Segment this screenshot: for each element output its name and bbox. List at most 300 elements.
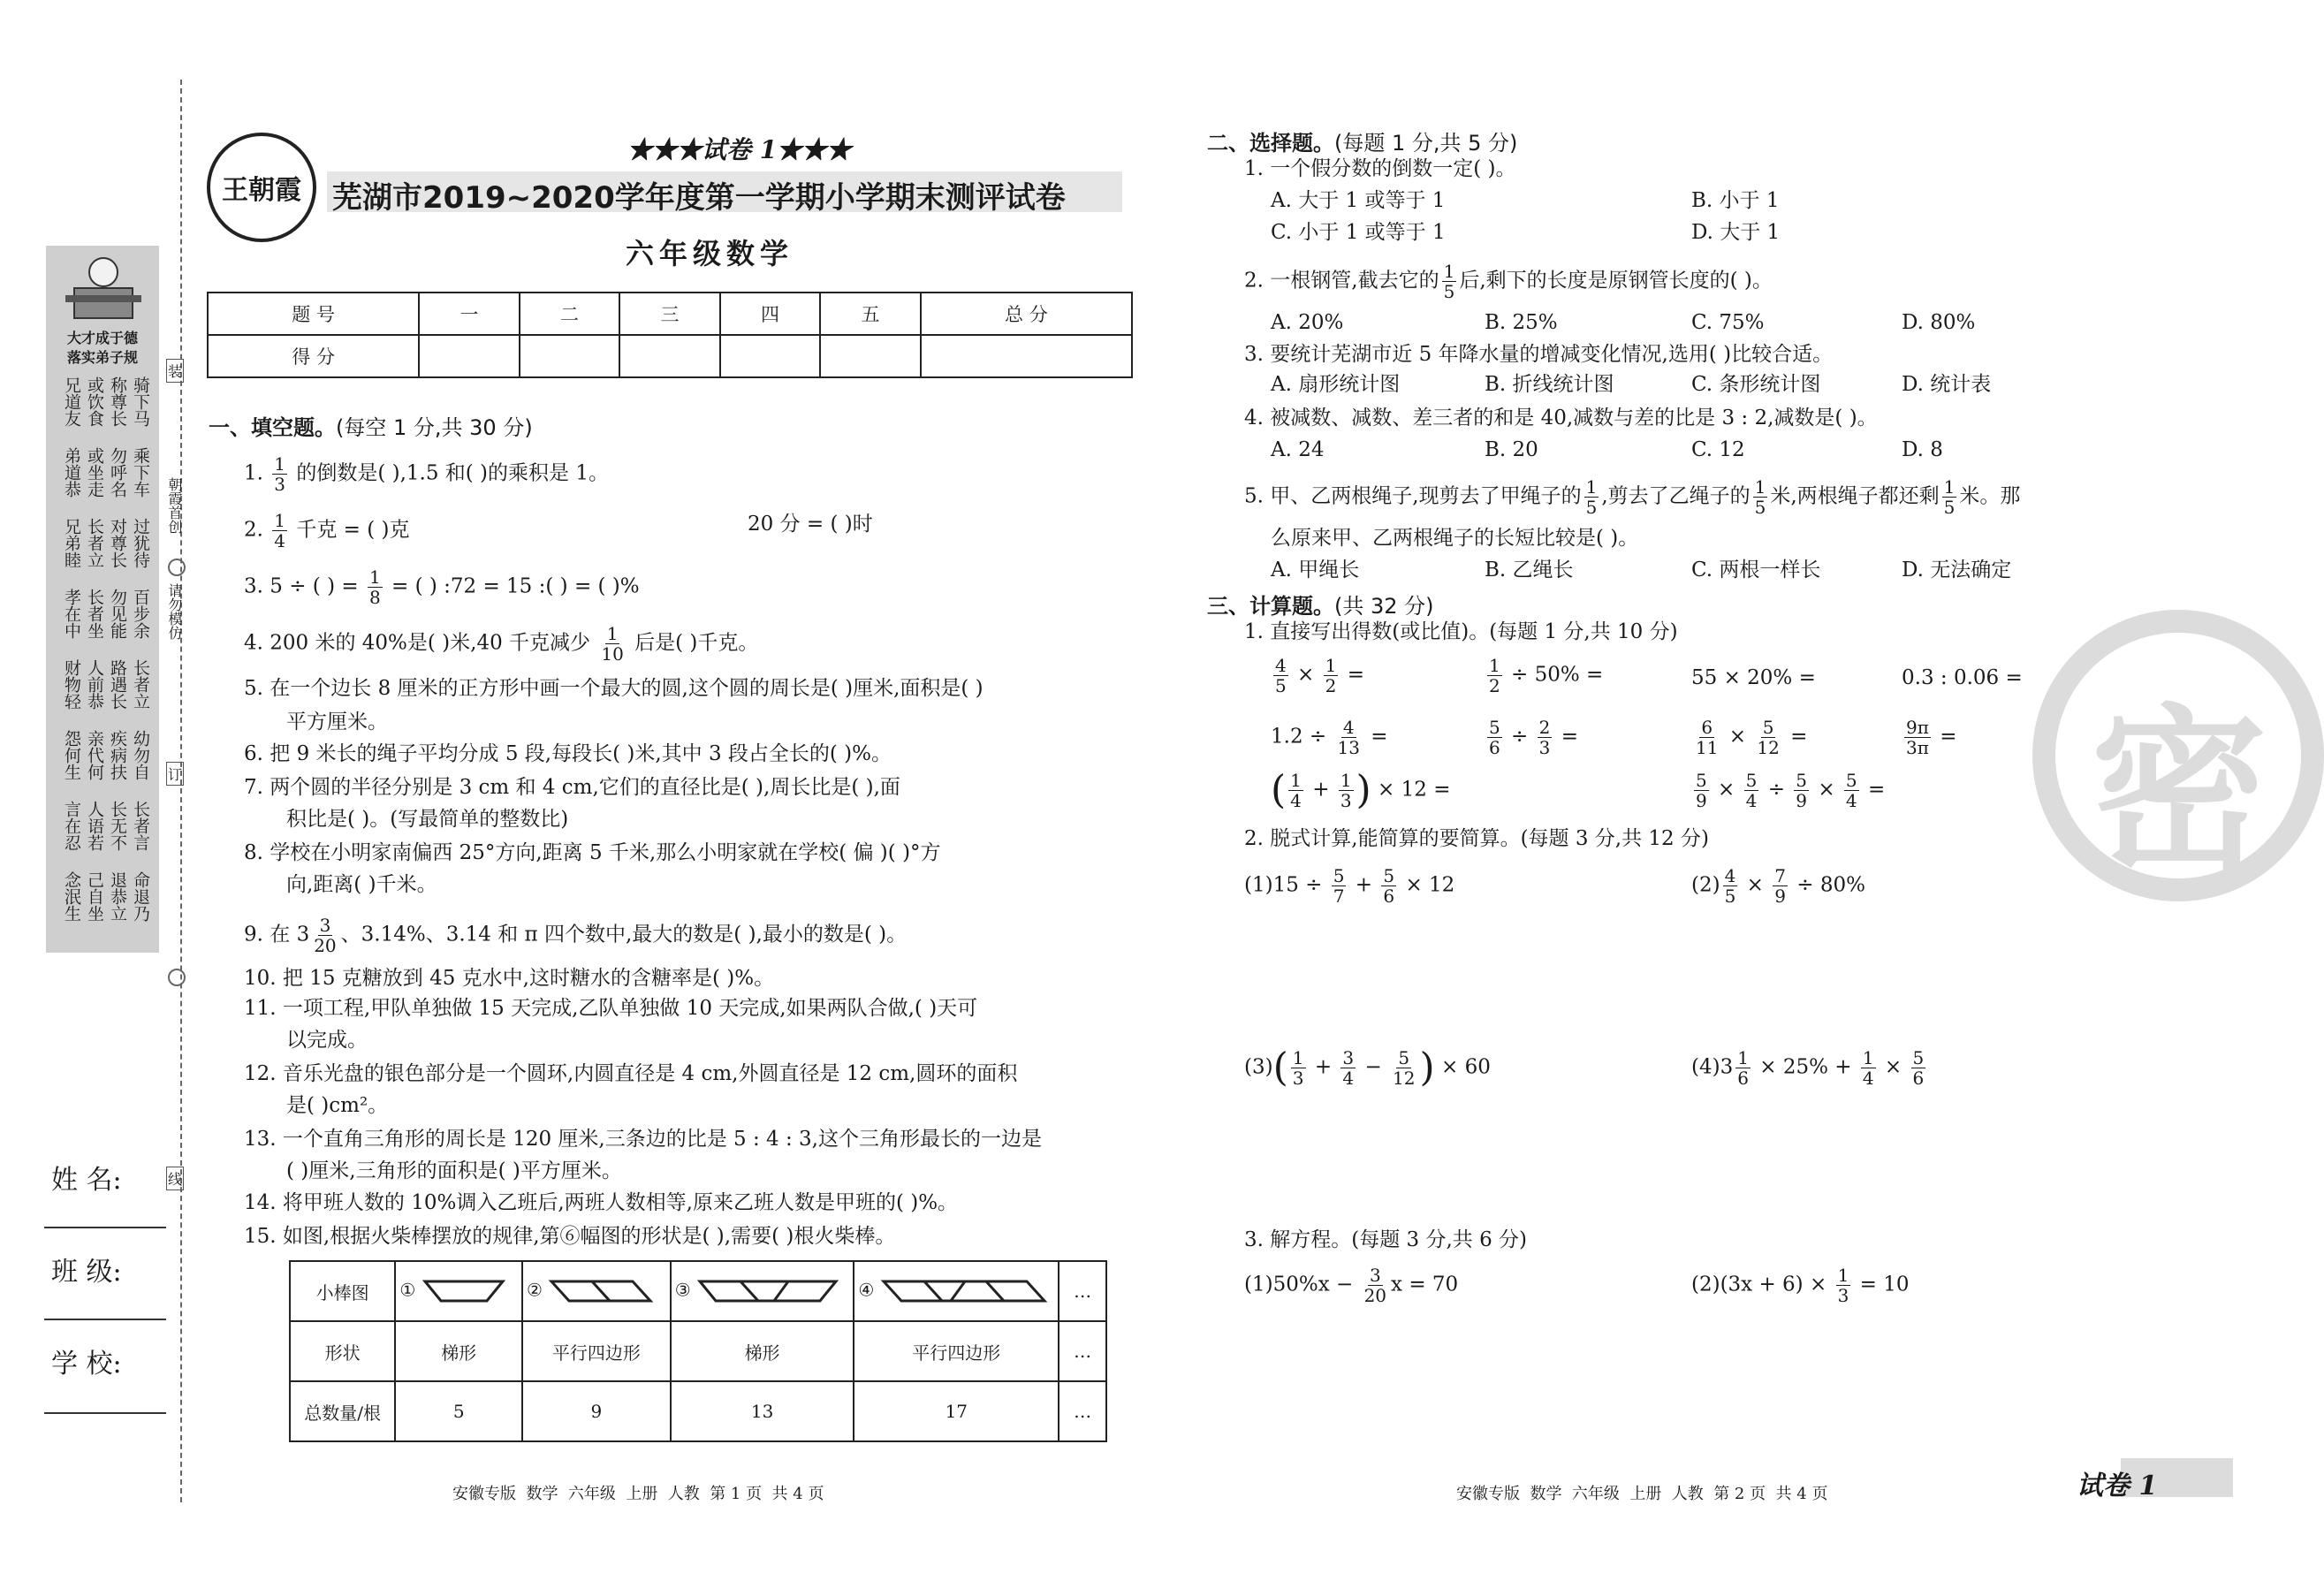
- sticks-ellipsis: …: [1059, 1261, 1106, 1321]
- option[interactable]: B. 20: [1485, 438, 1538, 461]
- sidebar-poem-column: 或饮食: [85, 376, 104, 427]
- s1-q4-text-a: 4. 200 米的 40%是( )米,40 千克减少: [244, 631, 591, 655]
- option[interactable]: D. 大于 1: [1691, 221, 1781, 244]
- trapezoid-figure: [696, 1278, 839, 1304]
- option[interactable]: C. 两根一样长: [1691, 559, 1821, 581]
- fraction: [272, 511, 287, 551]
- op: =: [1347, 663, 1364, 687]
- calc-tail: x = 70: [1391, 1273, 1459, 1296]
- score-cell[interactable]: [720, 335, 821, 377]
- score-cell[interactable]: [520, 335, 620, 377]
- op: =: [1940, 725, 1957, 749]
- s1-q4: [244, 624, 758, 664]
- option[interactable]: D. 无法确定: [1902, 559, 2012, 581]
- frac-num: 1: [1325, 655, 1337, 676]
- score-head: 题 号: [208, 293, 419, 335]
- calc-tail: ÷ 50% =: [1511, 663, 1604, 687]
- frac-num: 5: [1912, 1047, 1925, 1068]
- frac-num: 1: [1443, 261, 1455, 282]
- fraction: [1942, 477, 1957, 517]
- frac-num: 4: [1724, 865, 1736, 886]
- frac-den: 7: [1333, 886, 1345, 907]
- frac-den: 8: [368, 587, 381, 608]
- frac-num: 1: [1292, 1047, 1304, 1068]
- calc-6-11x5-12: [1691, 718, 1807, 757]
- op: ×: [1884, 1055, 1902, 1079]
- name-line[interactable]: [44, 1227, 166, 1228]
- binding-mark-1: 装: [166, 359, 184, 383]
- frac-den: 4: [1290, 790, 1302, 811]
- frac-den: 6: [1737, 1068, 1749, 1089]
- frac-den: 3: [274, 474, 285, 495]
- sidebar-poem-column: 百步余: [131, 589, 150, 639]
- section2-heading: [1207, 125, 1517, 156]
- binding-dot-2: [168, 969, 186, 986]
- frac-num: 4: [1342, 717, 1355, 738]
- sidebar-motto-2: 落实弟子规: [66, 349, 138, 366]
- school-line[interactable]: [44, 1412, 166, 1414]
- binding-mark-3: 线: [166, 1167, 184, 1190]
- section3-title: 三、计算题。: [1207, 594, 1334, 619]
- fraction: [1904, 718, 1931, 757]
- sidebar-poem-column: 命退乃: [131, 871, 150, 922]
- frac-den: 3: [1340, 790, 1352, 811]
- s1-q5-line2: 平方厘米。: [286, 711, 388, 733]
- count-cell: 5: [395, 1381, 522, 1441]
- equation-1: [1244, 1266, 1458, 1305]
- calc-tail: ÷ 80%: [1796, 873, 1865, 897]
- footer-tag: 试卷 1: [2077, 1471, 2158, 1501]
- sidebar-poem-column: 路遇长: [108, 659, 127, 710]
- frac-num: 5: [1696, 770, 1707, 791]
- sidebar-poem-column: 人语若: [85, 801, 104, 851]
- s1-q3-text-b: = ( ) :72 = 15 :( ) = ( )%: [391, 574, 640, 598]
- frac-den: 3: [1837, 1285, 1849, 1306]
- count-cell: 9: [522, 1381, 671, 1441]
- op: −: [1364, 1055, 1382, 1079]
- frac-den: 10: [601, 643, 624, 665]
- s1-q7-line1: 7. 两个圆的半径分别是 3 cm 和 4 cm,它们的直径比是( ),周长比是( ),面: [244, 776, 900, 799]
- option[interactable]: C. 75%: [1691, 311, 1765, 334]
- s2-q4: 4. 被减数、减数、差三者的和是 40,减数与差的比是 3 : 2,减数是( )。: [1244, 407, 1878, 429]
- score-head: 四: [720, 293, 821, 335]
- calc-mid: × 25% +: [1759, 1055, 1852, 1079]
- calc-paren-x12: ( $\frac{1}{4}$ + $\frac{1}{3}$ ) × 12 =: [1271, 767, 1451, 813]
- option[interactable]: C. 12: [1691, 438, 1745, 461]
- fraction: [1363, 1266, 1388, 1305]
- fraction: [272, 454, 287, 494]
- fraction: [1723, 866, 1738, 906]
- frac-num: 3: [1342, 1047, 1355, 1068]
- s1-q9-text-a: 9. 在 3: [244, 923, 310, 946]
- count-cell: 17: [854, 1381, 1059, 1441]
- equation-2: [1691, 1266, 1909, 1305]
- calc-5-6div2-3: [1485, 718, 1578, 757]
- op: =: [1790, 725, 1808, 749]
- op: =: [1561, 725, 1578, 749]
- score-head: 一: [419, 293, 520, 335]
- frac-den: 5: [1585, 497, 1598, 518]
- secret-stamp: [2032, 610, 2324, 901]
- op: ×: [1746, 873, 1764, 897]
- frac-num: 5: [1489, 717, 1500, 738]
- fraction: [1744, 771, 1759, 810]
- fraction: [1538, 718, 1553, 757]
- op: +: [1355, 873, 1373, 897]
- option[interactable]: B. 乙绳长: [1485, 559, 1574, 581]
- s1-q11-line1: 11. 一项工程,甲队单独做 15 天完成,乙队单独做 10 天完成,如果两队合做,( )天可: [244, 997, 978, 1020]
- frac-den: 9: [1796, 790, 1808, 811]
- option[interactable]: A. 20%: [1271, 311, 1344, 334]
- sidebar-poem-column: 念泯生: [62, 871, 81, 922]
- option[interactable]: A. 大于 1 或等于 1: [1271, 189, 1446, 212]
- score-cell[interactable]: [820, 335, 921, 377]
- sticks-figure-2: [522, 1261, 671, 1321]
- frac-den: 4: [1845, 790, 1857, 811]
- frac-num: 9π: [1906, 717, 1929, 738]
- sticks-row-label: 形状: [290, 1321, 395, 1381]
- fraction: [368, 567, 383, 607]
- logo-seal: [207, 133, 316, 242]
- s1-q12-line2: 是( )cm²。: [286, 1094, 389, 1117]
- s1-q14: 14. 将甲班人数的 10%调入乙班后,两班人数相等,原来乙班人数是甲班的( )%。: [244, 1191, 959, 1214]
- frac-num: 5: [1333, 865, 1345, 886]
- frac-num: 1: [1290, 770, 1302, 791]
- fraction: [1442, 262, 1457, 301]
- frac-num: 5: [1762, 717, 1774, 738]
- s1-q2: [244, 511, 409, 551]
- frac-den: 2: [1325, 675, 1337, 696]
- fraction: [1735, 1048, 1751, 1088]
- op: ×: [1728, 725, 1747, 749]
- frac-num: 2: [1538, 717, 1551, 738]
- op: +: [1312, 778, 1330, 802]
- fraction: [1273, 656, 1288, 695]
- parallelogram-figure: [548, 1278, 654, 1304]
- calc-tail: × 12: [1405, 873, 1455, 897]
- frac-den: 9: [1696, 790, 1707, 811]
- calc-head: (1)15 ÷: [1244, 873, 1323, 897]
- class-line[interactable]: [44, 1319, 166, 1320]
- op: ÷: [1511, 725, 1529, 749]
- paper-tag: ★★★试卷 1★★★: [627, 135, 852, 164]
- s1-q2-right: 20 分 = ( )时: [748, 513, 873, 536]
- footer-right: 安徽专版 数学 六年级 上册 人教 第 2 页 共 4 页: [1456, 1485, 1828, 1503]
- figure-number: ①: [399, 1279, 416, 1301]
- frac-den: 5: [1754, 497, 1766, 518]
- option[interactable]: B. 折线统计图: [1485, 373, 1614, 396]
- score-cell[interactable]: [921, 335, 1132, 377]
- paper-title: 芜湖市2019~2020学年度第一学期小学期末测评试卷: [332, 180, 1066, 216]
- sidebar-poem-column: 己自坐: [85, 871, 104, 922]
- section1-note: (每空 1 分,共 30 分): [336, 415, 533, 440]
- sidebar-poem-column: 弟道恭: [62, 447, 81, 498]
- fraction: [1335, 718, 1361, 757]
- frac-num: 1: [274, 510, 285, 531]
- calc-head: (3): [1244, 1055, 1273, 1079]
- sidebar-motto-1: 大才成于德: [66, 330, 138, 346]
- frac-num: 1: [1862, 1047, 1874, 1068]
- frac-den: 4: [1342, 1068, 1355, 1089]
- frac-den: 6: [1383, 886, 1395, 907]
- s1-q13-line2: ( )厘米,三角形的面积是( )平方厘米。: [286, 1159, 622, 1182]
- op: ×: [1818, 778, 1835, 802]
- frac-num: 5: [1796, 770, 1808, 791]
- fraction: [1844, 771, 1859, 810]
- fraction: [1694, 771, 1709, 810]
- s1-q9: [244, 916, 907, 955]
- frac-num: 5: [1745, 770, 1758, 791]
- fraction: [1584, 477, 1599, 517]
- binding-dot-1: [168, 559, 186, 576]
- frac-num: 1: [606, 623, 619, 644]
- option[interactable]: D. 80%: [1902, 311, 1976, 334]
- section1-title: 一、填空题。: [209, 415, 336, 440]
- mascot-illustration: [57, 253, 150, 323]
- frac-num: 5: [1845, 770, 1857, 791]
- calc-9pi-3pi: [1902, 718, 1956, 757]
- option[interactable]: A. 24: [1271, 438, 1325, 461]
- frac-num: 5: [1383, 865, 1395, 886]
- sidebar-poem-column: 人前恭: [85, 659, 104, 710]
- sticks-row-label: 小棒图: [290, 1261, 395, 1321]
- frac-num: 4: [1275, 655, 1287, 676]
- score-cell[interactable]: [419, 335, 520, 377]
- frac-num: 1: [1943, 476, 1956, 498]
- op: ×: [1718, 778, 1735, 802]
- sidebar-poem-column: 长者言: [131, 801, 150, 851]
- calc-p1: [1244, 866, 1454, 906]
- calc-head: (2): [1691, 873, 1720, 897]
- score-head: 三: [619, 293, 720, 335]
- frac-den: 2: [1489, 675, 1500, 696]
- frac-den: 4: [1745, 790, 1758, 811]
- section2-title: 二、选择题。: [1207, 131, 1334, 156]
- option[interactable]: B. 25%: [1485, 311, 1558, 334]
- frac-den: 5: [1275, 675, 1287, 696]
- score-head: 总 分: [921, 293, 1132, 335]
- frac-num: 7: [1774, 865, 1786, 886]
- s2-q1: 1. 一个假分数的倒数一定( )。: [1244, 157, 1516, 180]
- sidebar-poem-column: 骑下马: [131, 376, 150, 427]
- side-label-2: 请勿模仿: [166, 583, 183, 640]
- sidebar-poem-column: 亲代何: [85, 730, 104, 780]
- op: ×: [1297, 663, 1315, 687]
- parallelogram-figure: [880, 1278, 1048, 1304]
- fraction: [1773, 866, 1788, 906]
- sidebar-poem-column: 言在忍: [62, 801, 81, 851]
- frac-den: 6: [1489, 737, 1500, 758]
- calc-chain: [1691, 771, 1885, 810]
- score-cell[interactable]: [619, 335, 720, 377]
- calc-1-2div50: [1485, 656, 1603, 695]
- sidebar-poem-column: 兄道友: [62, 376, 81, 427]
- paper-subject: 六年级数学: [626, 237, 794, 270]
- sidebar-poem-column: 疾病扶: [108, 730, 127, 780]
- calc-p4: [1691, 1048, 1928, 1088]
- s1-q1-text: 的倒数是( ),1.5 和( )的乘积是 1。: [296, 461, 609, 485]
- option[interactable]: B. 小于 1: [1691, 189, 1780, 212]
- frac-num: 3: [319, 915, 331, 936]
- sidebar-poem-column: 过犹待: [131, 518, 150, 568]
- option[interactable]: C. 小于 1 或等于 1: [1271, 221, 1446, 244]
- fraction: [312, 916, 338, 955]
- s2-q5-text-a: 5. 甲、乙两根绳子,现剪去了甲绳子的: [1244, 484, 1582, 508]
- s1-q9-text-b: 、3.14%、3.14 和 π 四个数中,最大的数是( ),最小的数是( )。: [340, 923, 908, 946]
- s1-q2-text: 千克 = ( )克: [296, 518, 410, 542]
- calc-head: (2)(3x + 6) ×: [1691, 1273, 1827, 1296]
- calc-ratio: 0.3 : 0.06 =: [1902, 666, 2023, 689]
- sticks-figure-4: [854, 1261, 1059, 1321]
- sidebar-poem-column: 长者坐: [85, 589, 104, 639]
- s2-q2-text-a: 2. 一根钢管,截去它的: [1244, 269, 1439, 293]
- stamp-char: 密: [2091, 688, 2268, 895]
- shape-cell: 平行四边形: [854, 1321, 1059, 1381]
- calc-head: 1.2 ÷: [1271, 725, 1327, 749]
- s1-q11-line2: 以完成。: [286, 1029, 368, 1052]
- side-label-1: 朝霞首创: [166, 477, 183, 534]
- frac-den: 3π: [1906, 737, 1929, 758]
- op: =: [1371, 725, 1388, 749]
- s2-q2: [1244, 262, 1773, 301]
- s1-q5-line1: 5. 在一个边长 8 厘米的正方形中画一个最大的圆,这个圆的周长是( )厘米,面积是( ): [244, 677, 984, 700]
- count-cell: 13: [671, 1381, 854, 1441]
- sidebar-poem-column: 兄弟睦: [62, 518, 81, 568]
- frac-den: 4: [1862, 1068, 1874, 1089]
- s1-q3-text-a: 3. 5 ÷ ( ) =: [244, 574, 359, 598]
- s3-sub2: 2. 脱式计算,能简算的要简算。(每题 3 分,共 12 分): [1244, 827, 1709, 850]
- section3-note: (共 32 分): [1334, 594, 1434, 619]
- section3-heading: [1207, 589, 1434, 619]
- op: +: [1314, 1055, 1333, 1079]
- s1-q8-line1: 8. 学校在小明家南偏西 25°方向,距离 5 千米,那么小明家就在学校( 偏 )( )°方: [244, 841, 941, 864]
- sidebar-poem-column: 勿见能: [108, 589, 127, 639]
- shape-cell: 平行四边形: [522, 1321, 671, 1381]
- trapezoid-figure: [422, 1278, 506, 1304]
- sidebar-poem-column: 退恭立: [108, 871, 127, 922]
- option[interactable]: A. 扇形统计图: [1271, 373, 1401, 396]
- calc-head: (1)50%x −: [1244, 1273, 1354, 1296]
- calc-tail: = 10: [1859, 1273, 1910, 1296]
- frac-num: 1: [368, 566, 381, 588]
- option[interactable]: D. 8: [1902, 438, 1943, 461]
- frac-den: 12: [1757, 737, 1780, 758]
- score-table: [207, 292, 1133, 378]
- fraction: [1324, 656, 1339, 695]
- s1-q12-line1: 12. 音乐光盘的银色部分是一个圆环,内圆直径是 4 cm,外圆直径是 12 cm,圆环的面积: [244, 1062, 1018, 1085]
- s2-q3: 3. 要统计芜湖市近 5 年降水量的增减变化情况,选用( )比较合适。: [1244, 343, 1834, 366]
- logo-text: 王朝霞: [222, 175, 301, 206]
- fraction: [1861, 1048, 1876, 1088]
- sidebar-poem-column: 长者立: [131, 659, 150, 710]
- sidebar-poems: [53, 376, 156, 942]
- fraction: [1291, 1048, 1306, 1088]
- s2-q2-text-b: 后,剩下的长度是原钢管长度的( )。: [1459, 269, 1773, 293]
- sticks-ellipsis: …: [1059, 1381, 1106, 1441]
- s1-q3: [244, 567, 640, 607]
- s1-q4-text-b: 后是( )千克。: [634, 631, 759, 655]
- frac-num: 1: [1585, 476, 1598, 498]
- figure-number: ②: [527, 1279, 543, 1301]
- fraction: [1339, 771, 1354, 810]
- calc-tail: × 12 =: [1378, 778, 1451, 802]
- frac-num: 1: [1737, 1047, 1749, 1068]
- s1-q10: 10. 把 15 克糖放到 45 克水中,这时糖水的含糖率是( )%。: [244, 967, 775, 990]
- sidebar-poem-column: 对尊长: [108, 518, 127, 568]
- sticks-figure-3: [671, 1261, 854, 1321]
- frac-den: 5: [1443, 281, 1455, 302]
- option[interactable]: C. 条形统计图: [1691, 373, 1821, 396]
- op: =: [1867, 778, 1886, 802]
- fraction: [1340, 1048, 1356, 1088]
- frac-num: 5: [1398, 1047, 1410, 1068]
- binding-mark-2: 订: [166, 762, 184, 786]
- sidebar-poem-column: 长无不: [108, 801, 127, 851]
- sidebar-poem-column: 长者立: [85, 518, 104, 568]
- frac-den: 11: [1696, 737, 1719, 758]
- frac-den: 12: [1393, 1068, 1416, 1089]
- calc-55x20: 55 × 20% =: [1691, 666, 1816, 689]
- sticks-row-label: 总数量/根: [290, 1381, 395, 1441]
- score-head: 二: [520, 293, 620, 335]
- fraction: [1694, 718, 1720, 757]
- s1-q13-line1: 13. 一个直角三角形的周长是 120 厘米,三条边的比是 5 : 4 : 3,这个三角形最长的一边是: [244, 1128, 1042, 1151]
- score-head: 五: [820, 293, 921, 335]
- calc-p3: (3)( $\frac{1}{3}$ + $\frac{3}{4}$ − $\frac{5}{12}$ ) × 60: [1244, 1045, 1491, 1091]
- section2-note: (每题 1 分,共 5 分): [1334, 131, 1518, 156]
- class-label: 班 级:: [51, 1257, 122, 1288]
- s2-q5-text-d: 米。那: [1959, 484, 2021, 508]
- frac-den: 6: [1912, 1068, 1925, 1089]
- frac-den: 5: [1724, 886, 1736, 907]
- sidebar-poem-column: 幼勿自: [131, 730, 150, 780]
- fraction: [1794, 771, 1809, 810]
- option[interactable]: D. 统计表: [1902, 373, 1992, 396]
- s1-q8-line2: 向,距离( )千米。: [286, 873, 437, 896]
- s1-q6: 6. 把 9 米长的绳子平均分成 5 段,每段长( )米,其中 3 段占全长的( )%。: [244, 742, 892, 765]
- s2-q5-text-b: ,剪去了乙绳子的: [1601, 484, 1751, 508]
- school-label: 学 校:: [51, 1349, 122, 1380]
- sidebar-poem-column: 孝在中: [62, 589, 81, 639]
- calc-head: (4)3: [1691, 1055, 1734, 1079]
- s1-q1-num: 1.: [244, 461, 263, 485]
- s3-sub3: 3. 解方程。(每题 3 分,共 6 分): [1244, 1228, 1528, 1251]
- section1-heading: [209, 410, 533, 441]
- fraction: [1487, 656, 1502, 695]
- shape-cell: 梯形: [395, 1321, 522, 1381]
- matchstick-table: [289, 1260, 1107, 1442]
- frac-den: 3: [1292, 1068, 1304, 1089]
- fraction: [1487, 718, 1502, 757]
- sidebar-poem-column: 怨何生: [62, 730, 81, 780]
- option[interactable]: A. 甲绳长: [1271, 559, 1360, 581]
- s1-q7-line2: 积比是( )。(写最简单的整数比): [286, 808, 569, 831]
- s1-q15: 15. 如图,根据火柴棒摆放的规律,第⑥幅图的形状是( ),需要( )根火柴棒。: [244, 1225, 896, 1248]
- frac-num: 1: [1754, 476, 1766, 498]
- frac-num: 1: [1489, 655, 1500, 676]
- calc-p2: [1691, 866, 1865, 906]
- fraction: [1836, 1266, 1851, 1305]
- frac-num: 1: [1340, 770, 1352, 791]
- frac-den: 9: [1774, 886, 1786, 907]
- s3-sub1: 1. 直接写出得数(或比值)。(每题 1 分,共 10 分): [1244, 620, 1678, 643]
- fraction: [1753, 477, 1768, 517]
- fraction: [599, 624, 625, 664]
- shape-cell: 梯形: [671, 1321, 854, 1381]
- footer-left: 安徽专版 数学 六年级 上册 人教 第 1 页 共 4 页: [452, 1485, 824, 1503]
- fraction: [1755, 718, 1781, 757]
- s2-q5-text-c: 米,两根绳子都还剩: [1770, 484, 1940, 508]
